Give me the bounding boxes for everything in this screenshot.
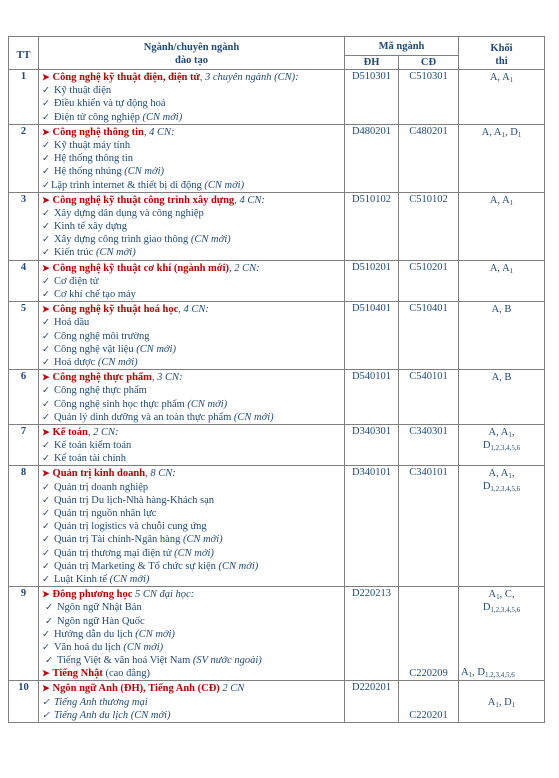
arrow-icon: ➤ [42, 304, 50, 315]
code-dh: D510102 [345, 192, 399, 260]
code-cd: C480201 [399, 124, 459, 192]
check-icon: ✓ [42, 509, 50, 519]
program-title: Công nghệ kỹ thuật hoá học [52, 304, 179, 316]
row-number: 3 [9, 192, 39, 260]
program-cell: ➤ Quản trị kinh doanh, 8 CN: ✓ Quản trị doanh nghiệp ✓ Quản trị Du lịch-Nhà hàng-Khách sạn ✓ Quản trị nguồn nhân lực ✓ Quản trị logistics và chuỗi cung ứng ✓ Quản trị Tài chính-Ngân hàng (CN mới) ✓ Quản trị thương mại điện tử (CN mới) ✓ Quản trị Marketing & Tổ chức sự kiện (CN mới) ✓ Luật Kinh tế (CN mới) [39, 466, 345, 587]
exam-block: $A_1$, C, $D_{1,2,3,4,5,6}$ $A_1$, $D_{1,2,3,4,5,6}$ [459, 587, 545, 681]
check-icon: ✓ [42, 495, 50, 506]
exam-block-cd: $A_1$, $D_{1,2,3,4,5,6}$ [461, 667, 515, 680]
check-icon: ✓ [42, 235, 50, 246]
table-row [9, 192, 545, 260]
header-tt: TT [9, 37, 39, 70]
check-icon: ✓ [45, 616, 53, 627]
row-number: 10 [9, 681, 39, 723]
row-number: 8 [9, 466, 39, 587]
exam-block: A, $A_1$, $D_{1,2,3,4,5,6}$ [459, 466, 545, 587]
check-icon: ✓ [42, 167, 50, 178]
table-row [9, 681, 545, 723]
arrow-icon: ➤ [42, 589, 50, 600]
arrow-icon: ➤ [42, 126, 50, 137]
exam-block: A, $A_1$, $D_1$ [459, 124, 545, 192]
table-row [9, 587, 545, 681]
code-dh: D540101 [345, 370, 399, 425]
program-cell: ➤ Công nghệ kỹ thuật công trình xây dựng, 4 CN: ✓ Xây dựng dân dụng và công nghiệp ✓ Kinh tế xây dựng ✓ Xây dựng công trình giao thông (CN mới) ✓ Kiến trúc (CN mới) [39, 192, 345, 260]
check-icon: ✓ [42, 482, 50, 493]
program-cell: ➤ Công nghệ kỹ thuật cơ khí (ngành mới), 2 CN: ✓ Cơ điện tử ✓ Cơ khí chế tạo máy [39, 260, 345, 302]
row-number: 4 [9, 260, 39, 302]
exam-block: A, $A_1$ [459, 260, 545, 302]
check-icon: ✓ [42, 697, 50, 708]
check-icon: ✓ [42, 248, 50, 259]
program-title: Công nghệ thông tin [52, 126, 144, 138]
program-title: Công nghệ thực phẩm [52, 372, 152, 384]
program-title: Công nghệ kỹ thuật công trình xây dựng [52, 194, 235, 206]
program-cell: ➤ Công nghệ kỹ thuật điện, điện tử, 3 chuyên ngành (CN): ✓ Kỹ thuật điện ✓ Điều khiển và tự động hoá ✓ Điện tử công nghiệp (CN mới) [39, 70, 345, 125]
code-cd: C510102 [399, 192, 459, 260]
check-icon: ✓ [42, 99, 50, 110]
exam-block: A, B [459, 370, 545, 425]
check-icon: ✓ [42, 386, 50, 397]
code-cd: C340301 [399, 424, 459, 466]
code-cd: C510301 [399, 70, 459, 125]
arrow-icon: ➤ [42, 194, 50, 205]
table-row [9, 260, 545, 302]
row-number: 9 [9, 587, 39, 681]
check-icon: ✓ [42, 629, 50, 640]
code-dh: D510201 [345, 260, 399, 302]
arrow-icon: ➤ [42, 262, 50, 273]
check-icon: ✓ [42, 522, 50, 533]
check-icon: ✓ [42, 441, 50, 452]
check-icon: ✓ [42, 412, 50, 423]
check-icon: ✓ [42, 344, 50, 355]
table-row [9, 70, 545, 125]
code-dh: D480201 [345, 124, 399, 192]
check-icon: ✓ [42, 574, 50, 585]
exam-block: A, $A_1$ [459, 70, 545, 125]
check-icon: ✓ [42, 154, 50, 165]
arrow-icon: ➤ [42, 372, 50, 383]
check-icon: ✓ [42, 561, 50, 572]
table-row [9, 424, 545, 466]
exam-block: A, $A_1$, $D_{1,2,3,4,5,6}$ [459, 424, 545, 466]
code-dh: D220213 [345, 587, 399, 681]
check-icon: ✓ [42, 642, 50, 653]
exam-block: A, $A_1$ [459, 192, 545, 260]
program-table [8, 36, 545, 723]
check-icon: ✓ [42, 399, 50, 410]
check-icon: ✓ [42, 222, 50, 233]
code-dh: D510301 [345, 70, 399, 125]
check-icon: ✓ [42, 112, 50, 123]
check-icon: ✓ [42, 86, 50, 97]
program-cell: ➤ Đông phương học 5 CN đại học: ✓ Ngôn ngữ Nhật Bản ✓ Ngôn ngữ Hàn Quốc ✓ Hướng dẫn du lịch (CN mới) ✓ Văn hoá du lịch (CN mới) ✓ Tiếng Việt & văn hoá Việt Nam (SV nước ngoài) ➤ Tiếng Nhật (cao đẳng) [39, 587, 345, 681]
check-icon: ✓ [45, 603, 53, 614]
arrow-icon: ➤ [42, 683, 50, 694]
program-title: Kế toán [52, 426, 88, 438]
check-icon: ✓ [45, 656, 53, 667]
program-cell: ➤ Công nghệ kỹ thuật hoá học, 4 CN: ✓ Hoá dầu ✓ Công nghệ môi trường ✓ Công nghệ vật liệu (CN mới) ✓ Hoá dược (CN mới) [39, 302, 345, 370]
code-cd: C340101 [399, 466, 459, 587]
row-number: 1 [9, 70, 39, 125]
row-number: 2 [9, 124, 39, 192]
program-title: Công nghệ kỹ thuật điện, điện tử [52, 72, 200, 83]
check-icon: ✓ [42, 318, 50, 329]
program-title: Đông phương học [52, 589, 133, 601]
check-icon: ✓ [42, 548, 50, 559]
code-cd: C540101 [399, 370, 459, 425]
row-number: 6 [9, 370, 39, 425]
table-row [9, 302, 545, 370]
code-cd: C510401 [399, 302, 459, 370]
check-icon: ✓ [42, 208, 50, 219]
code-dh: D510401 [345, 302, 399, 370]
code-dh: D340101 [345, 466, 399, 587]
check-icon: ✓ [42, 331, 50, 342]
arrow-icon: ➤ [42, 668, 50, 679]
program-cell: ➤ Công nghệ thông tin, 4 CN: ✓ Kỹ thuật máy tính ✓ Hệ thống thông tin ✓ Hệ thống nhúng (CN mới) ✓Lập trình internet & thiết bị di động (CN mới) [39, 124, 345, 192]
program-title: Ngôn ngữ Anh (ĐH), Tiếng Anh (CĐ) [52, 683, 220, 695]
program-title: Công nghệ kỹ thuật cơ khí (ngành mới) [52, 262, 230, 274]
check-icon: ✓ [42, 710, 50, 721]
code-cd: C220201 [399, 681, 459, 723]
program-title: Quản trị kinh doanh [52, 468, 146, 480]
program-cell: ➤ Công nghệ thực phẩm, 3 CN: ✓ Công nghệ thực phẩm ✓ Công nghệ sinh học thực phẩm (CN mới) ✓ Quản lý dinh dưỡng và an toàn thực phẩm (CN mới) [39, 370, 345, 425]
check-icon: ✓ [42, 454, 50, 465]
header-dh: ĐH [345, 56, 399, 70]
code-cd: C220209 [399, 587, 459, 681]
row-number: 5 [9, 302, 39, 370]
program-title: Tiếng Nhật [52, 668, 103, 680]
header-row [9, 37, 545, 56]
check-icon: ✓ [42, 290, 50, 300]
header-program: Ngành/chuyên ngành đào tạo [39, 37, 345, 70]
arrow-icon: ➤ [42, 426, 50, 437]
header-exam-block: Khối thi [459, 37, 545, 70]
code-dh: D340301 [345, 424, 399, 466]
header-cd: CĐ [399, 56, 459, 70]
program-cell: ➤ Ngôn ngữ Anh (ĐH), Tiếng Anh (CĐ) 2 CN ✓ Tiếng Anh thương mại ✓ Tiếng Anh du lịch (CN mới) [39, 681, 345, 723]
check-icon: ✓ [42, 140, 50, 151]
exam-block: A, B [459, 302, 545, 370]
row-number: 7 [9, 424, 39, 466]
arrow-icon: ➤ [42, 72, 50, 82]
header-program-code: Mã ngành [345, 37, 459, 56]
program-cell: ➤ Kế toán, 2 CN: ✓ Kế toán kiểm toán ✓ Kế toán tài chính [39, 424, 345, 466]
check-icon: ✓ [42, 357, 50, 368]
check-icon: ✓ [42, 535, 50, 546]
table-row [9, 466, 545, 587]
table-row [9, 370, 545, 425]
code-dh: D220201 [345, 681, 399, 723]
check-icon: ✓ [42, 276, 50, 287]
check-icon: ✓ [42, 180, 50, 191]
table-row [9, 124, 545, 192]
arrow-icon: ➤ [42, 468, 50, 479]
exam-block: $A_1$, $D_1$ [459, 681, 545, 723]
code-cd: C510201 [399, 260, 459, 302]
